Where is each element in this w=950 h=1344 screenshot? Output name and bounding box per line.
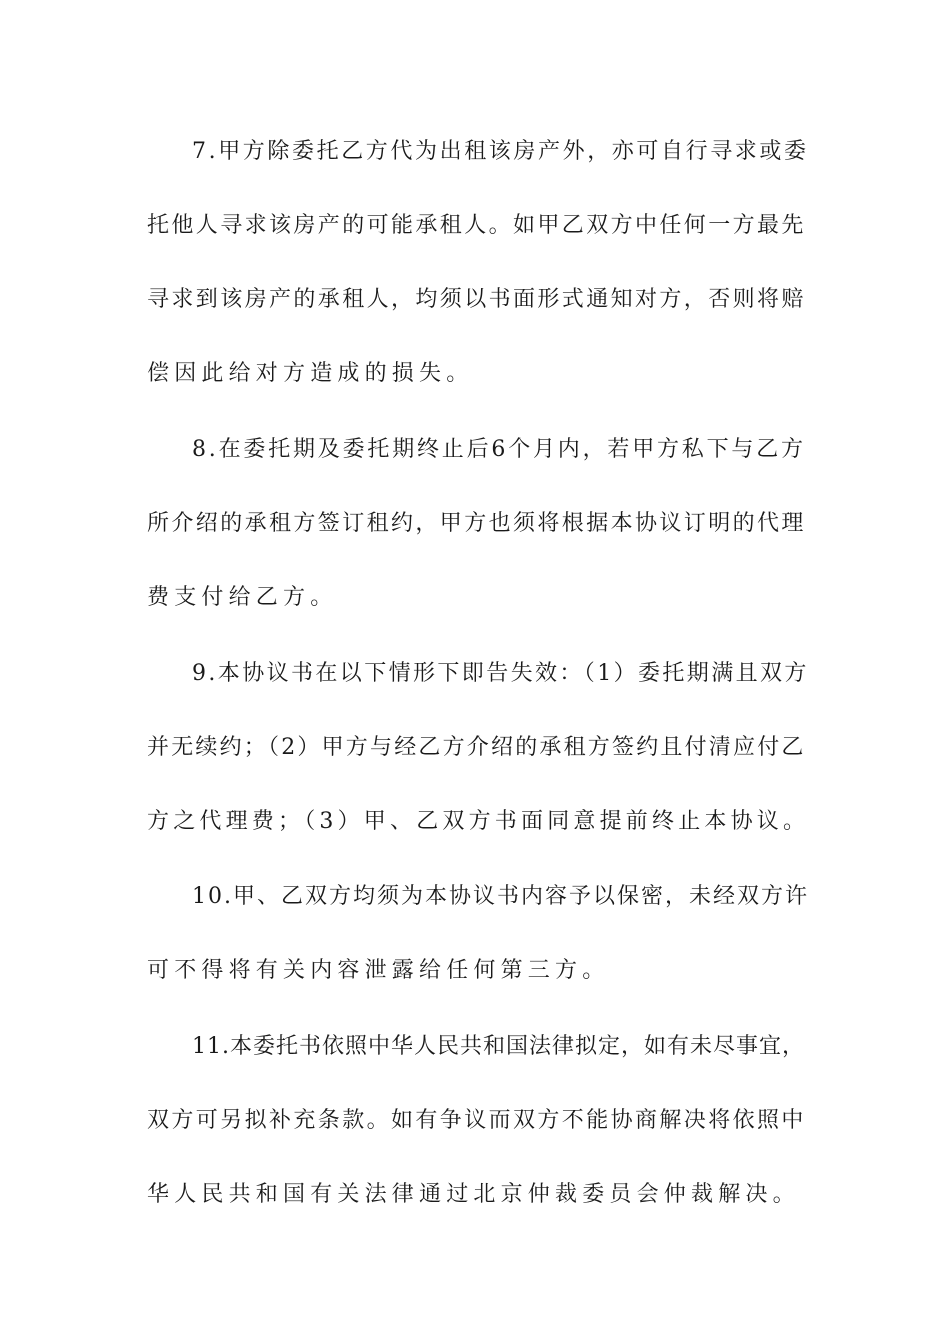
clause-9-line-1: 9.本协议书在以下情形下即告失效：（1）委托期满且双方	[192, 661, 809, 686]
clause-7-line-1: 7.甲方除委托乙方代为出租该房产外，亦可自行寻求或委	[192, 139, 809, 164]
clause-11-line-3: 华人民共和国有关法律通过北京仲裁委员会仲裁解决。	[147, 1182, 800, 1207]
clause-8-line-3: 费支付给乙方。	[147, 585, 338, 610]
clause-9-line-3: 方之代理费；（3）甲、乙双方书面同意提前终止本协议。	[147, 809, 810, 834]
clause-11-line-2: 双方可另拟补充条款。如有争议而双方不能协商解决将依照中	[147, 1108, 806, 1133]
clause-11-line-1: 11.本委托书依照中华人民共和国法律拟定，如有未尽事宜，	[192, 1034, 805, 1059]
clause-8-line-2: 所介绍的承租方签订租约，甲方也须将根据本协议订明的代理	[147, 511, 806, 536]
clause-9-line-2: 并无续约；（2）甲方与经乙方介绍的承租方签约且付清应付乙	[147, 735, 806, 760]
clause-8-line-1: 8.在委托期及委托期终止后6个月内，若甲方私下与乙方	[192, 437, 806, 462]
clause-7-line-2: 托他人寻求该房产的可能承租人。如甲乙双方中任何一方最先	[147, 213, 806, 238]
clause-10-line-2: 可不得将有关内容泄露给任何第三方。	[147, 958, 610, 983]
clause-7-line-4: 偿因此给对方造成的损失。	[147, 361, 474, 386]
clause-10-line-1: 10.甲、乙双方均须为本协议书内容予以保密，未经双方许	[192, 884, 809, 909]
clause-7-line-3: 寻求到该房产的承租人，均须以书面形式通知对方，否则将赔	[147, 287, 806, 312]
